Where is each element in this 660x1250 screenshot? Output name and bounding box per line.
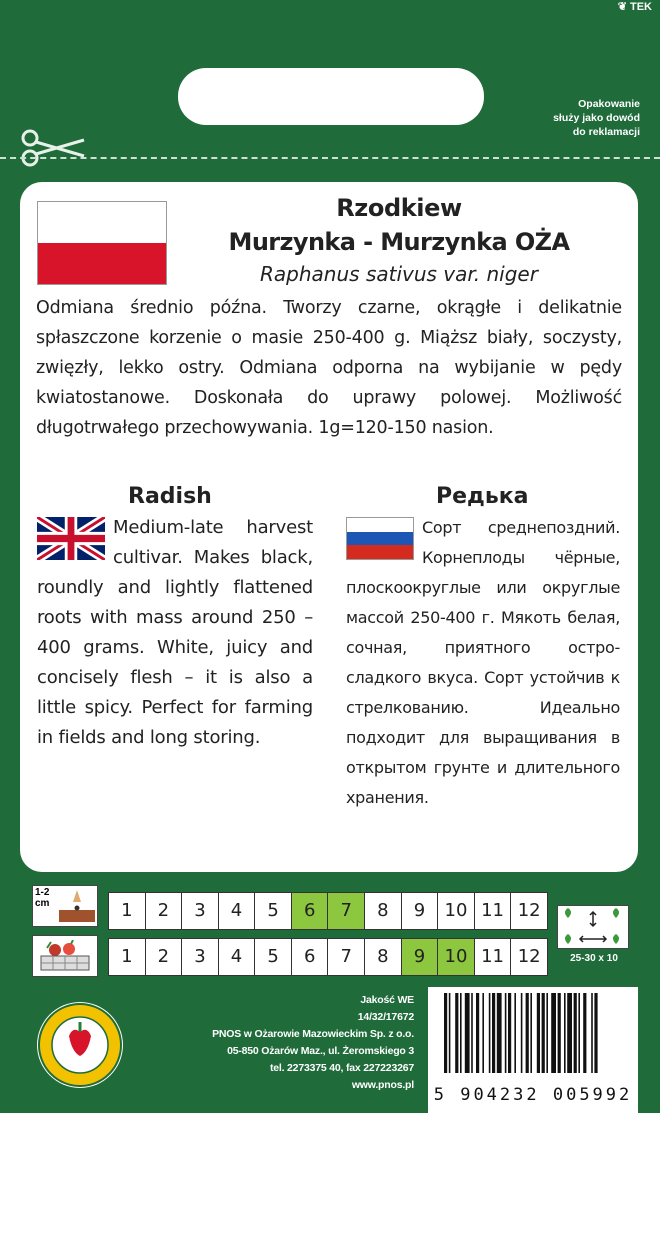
receipt-note (553, 97, 640, 139)
pnos-logo-icon (37, 1002, 123, 1088)
harvest-month: 11 (475, 939, 512, 975)
company-website[interactable]: www.pnos.pl (351, 1079, 414, 1091)
harvest-month: 4 (219, 939, 256, 975)
latin-name: Raphanus sativus var. niger (260, 262, 538, 286)
harvest-month: 8 (365, 939, 402, 975)
hang-hole (178, 68, 484, 125)
sowing-calendar (108, 892, 548, 930)
sowing-month: 1 (109, 893, 146, 929)
sowing-depth-label: 1-2 cm (35, 887, 50, 909)
quality-mark: Jakość WE (360, 994, 414, 1006)
seed-drop-icon (59, 888, 95, 924)
receipt-note-line: Opakowanie (578, 98, 640, 110)
cut-line (0, 157, 660, 159)
barcode (428, 987, 638, 1113)
harvest-basket-icon (37, 940, 93, 972)
receipt-note-line: służy jako dowód (553, 112, 640, 124)
company-phone: tel. 2273375 40, fax 227223267 (269, 1062, 414, 1074)
description-russian (346, 513, 620, 813)
sowing-month: 9 (402, 893, 439, 929)
pnos-logo (37, 1002, 123, 1088)
russian-text: Сорт среднепоздний. Корнеплоды чёрные, плоскоокруглые или округлые массой 250-400 г. Мякоть белая, сочная, приятного остро-сладкого вкуса. Сорт устойчив к стрелкованию. Идеально подходит для выращивания в открытом грунте и длительного хранения. (346, 518, 620, 807)
harvest-month: 6 (292, 939, 329, 975)
barcode-bars (428, 987, 638, 1087)
harvest-month: 7 (328, 939, 365, 975)
sowing-month: 10 (438, 893, 475, 929)
sowing-month: 5 (255, 893, 292, 929)
company-info (160, 992, 414, 1094)
harvest-month: 12 (517, 946, 541, 967)
product-title: Rzodkiew (336, 194, 462, 222)
harvest-month: 2 (146, 939, 183, 975)
harvest-month-highlight: 9 (402, 939, 439, 975)
sowing-month: 8 (365, 893, 402, 929)
harvest-month: 1 (109, 939, 146, 975)
company-address: 05-850 Ożarów Maz., ul. Żeromskiego 3 (227, 1045, 414, 1057)
company-name: PNOS w Ożarowie Mazowieckim Sp. z o.o. (212, 1028, 414, 1040)
sowing-month: 4 (219, 893, 256, 929)
poland-flag-icon (37, 201, 167, 285)
harvest-calendar (108, 938, 548, 976)
sowing-month-highlight: 6 (292, 893, 329, 929)
harvest-month: 5 (255, 939, 292, 975)
english-heading: Radish (128, 484, 212, 509)
spacing-arrows-icon (558, 906, 628, 948)
brand-mark-text: TEK (630, 1, 652, 13)
brand-mark (618, 0, 652, 13)
harvest-month-highlight: 10 (438, 939, 475, 975)
description-english (37, 513, 313, 753)
variety-name: Murzynka - Murzynka OŻA (228, 228, 570, 256)
sowing-icon (32, 885, 98, 927)
description-polish: Odmiana średnio późna. Tworzy czarne, okrągłe i delikatnie spłaszczone korzenie o masie 250-400 g. Miąższ biały, soczysty, zwięzły, lekko ostry. Odmiana odporna na wybijanie w pędy kwiatostanowe. Doskonała do uprawy polowej. Możliwość długotrwałego przechowywania. 1g=120-150 nasion. (36, 298, 622, 438)
lot-number: 14/32/17672 (357, 1011, 414, 1023)
plant-spacing-icon (557, 905, 629, 949)
spacing-label: 25-30 x 10 (570, 953, 618, 964)
leaf-icon: ❦ (617, 1, 627, 13)
sowing-month: 3 (182, 893, 219, 929)
russian-heading: Редька (436, 484, 529, 509)
barcode-number: 5 904232 005992 (433, 1085, 633, 1105)
english-text: Medium-late harvest cultivar. Makes black, roundly and lightly flattened roots with mass around 250 – 400 grams. White, juicy and concisely flesh – it is also a little spicy. Perfect for farming in fields and long storing. (37, 517, 313, 748)
scissors-icon (18, 128, 88, 168)
sowing-month: 12 (517, 900, 541, 921)
receipt-note-line: do reklamacji (572, 126, 640, 138)
sowing-month: 2 (146, 893, 183, 929)
sowing-month: 11 (475, 893, 512, 929)
harvest-icon (32, 935, 98, 977)
harvest-month: 3 (182, 939, 219, 975)
sowing-month-highlight: 7 (328, 893, 365, 929)
